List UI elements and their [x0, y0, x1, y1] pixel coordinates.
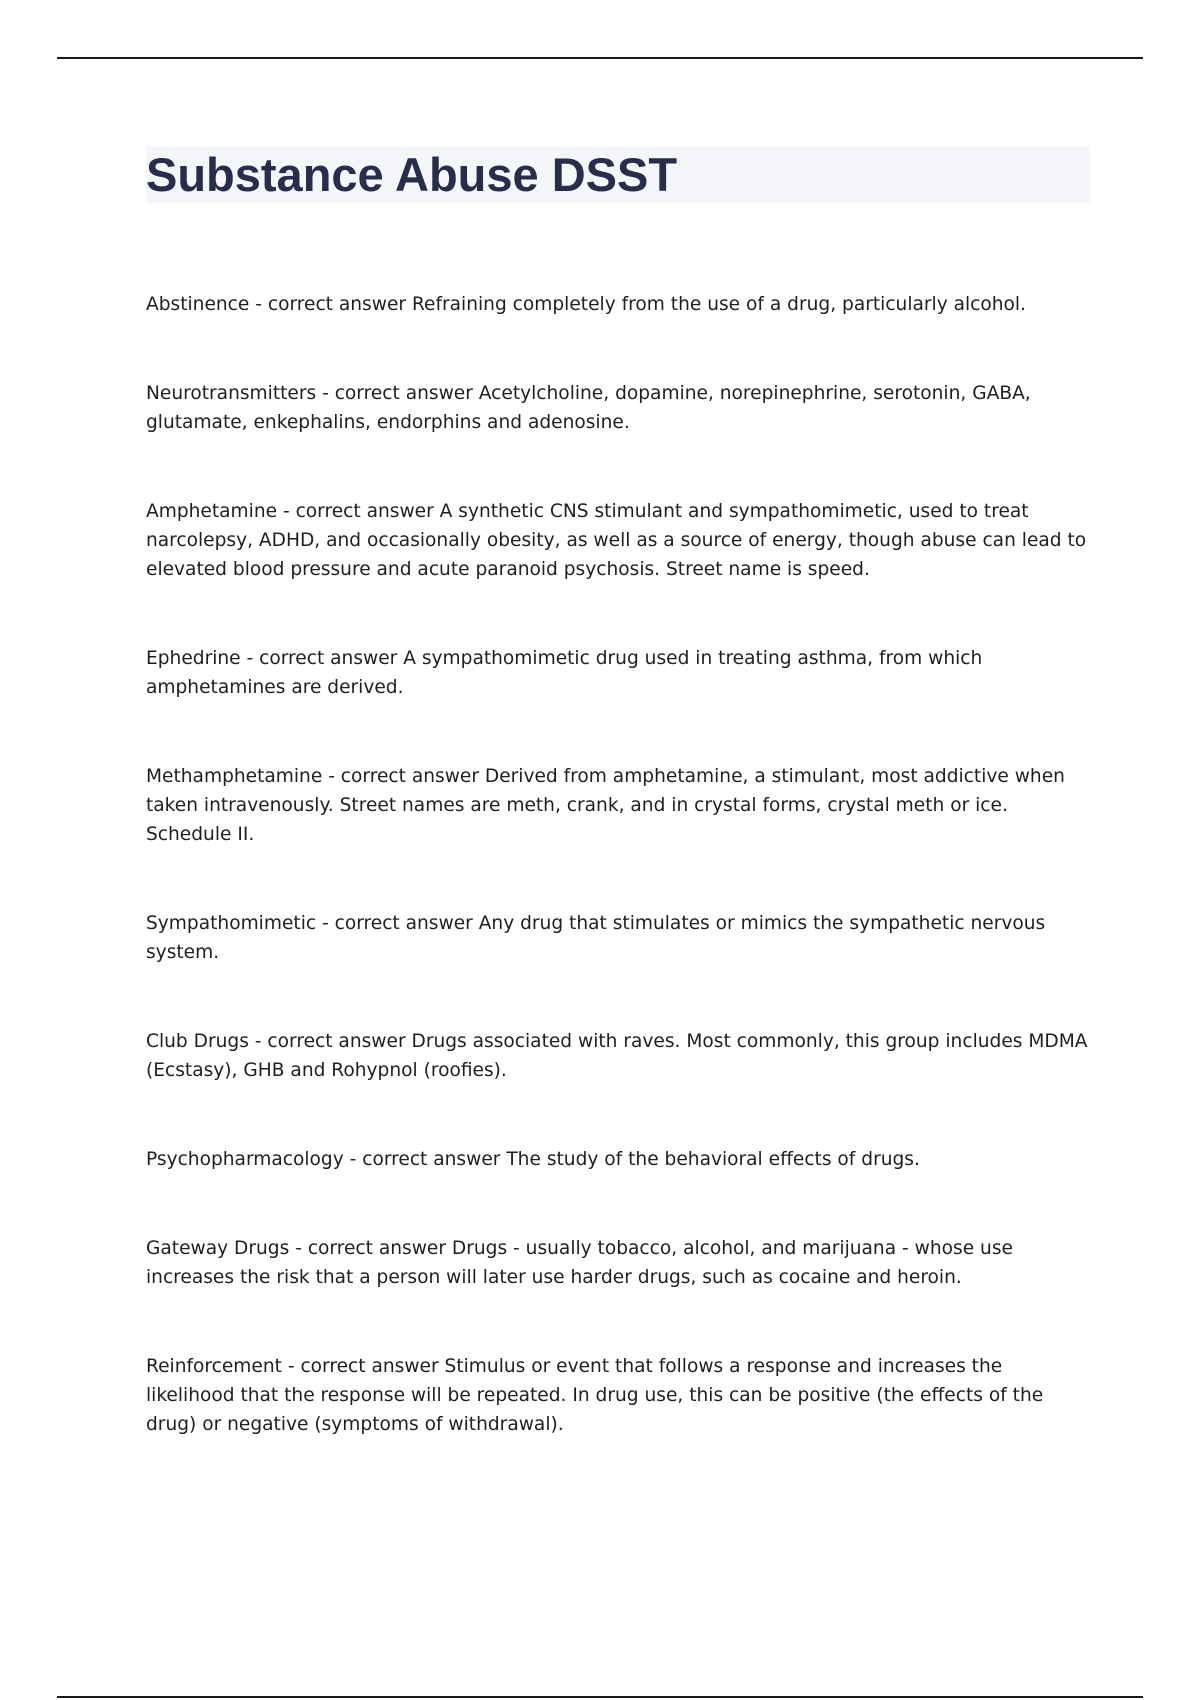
flashcard-entry-ephedrine: Ephedrine - correct answer A sympathomimetic drug used in treating asthma, from which amphetamines are derived.: [146, 648, 983, 698]
top-divider: [57, 57, 1143, 59]
flashcard-entry-methamphetamine: Methamphetamine - correct answer Derived from amphetamine, a stimulant, most addictive when taken intravenously. Street names are meth, crank, and in crystal forms, crystal meth or ice. Schedule II.: [146, 766, 1065, 845]
flashcard-entry-psychopharmacology: Psychopharmacology - correct answer The study of the behavioral effects of drugs.: [146, 1149, 920, 1170]
bottom-divider: [57, 1696, 1143, 1698]
flashcard-entry-abstinence: Abstinence - correct answer Refraining completely from the use of a drug, particularly alcohol.: [146, 294, 1027, 315]
page-title: Substance Abuse DSST: [146, 148, 678, 201]
flashcard-entry-sympathomimetic: Sympathomimetic - correct answer Any drug that stimulates or mimics the sympathetic nervous system.: [146, 913, 1046, 963]
flashcard-entry-reinforcement: Reinforcement - correct answer Stimulus or event that follows a response and increases the likelihood that the response will be repeated. In drug use, this can be positive (the effects of the drug) or negative (symptoms of withdrawal).: [146, 1356, 1044, 1435]
flashcard-list: [146, 290, 1096, 1499]
flashcard-entry-amphetamine: Amphetamine - correct answer A synthetic CNS stimulant and sympathomimetic, used to treat narcolepsy, ADHD, and occasionally obesity, as well as a source of energy, though abuse can lead to elevated blood pressure and acute paranoid psychosis. Street name is speed.: [146, 501, 1087, 580]
flashcard-entry-neurotransmitters: Neurotransmitters - correct answer Acetylcholine, dopamine, norepinephrine, serotonin, GABA, glutamate, enkephalins, endorphins and adenosine.: [146, 383, 1031, 433]
flashcard-entry-gateway-drugs: Gateway Drugs - correct answer Drugs - usually tobacco, alcohol, and marijuana - whose use increases the risk that a person will later use harder drugs, such as cocaine and heroin.: [146, 1238, 1013, 1288]
title-banner: [146, 146, 1090, 203]
flashcard-entry-club-drugs: Club Drugs - correct answer Drugs associated with raves. Most commonly, this group includes MDMA (Ecstasy), GHB and Rohypnol (roofies).: [146, 1031, 1088, 1081]
